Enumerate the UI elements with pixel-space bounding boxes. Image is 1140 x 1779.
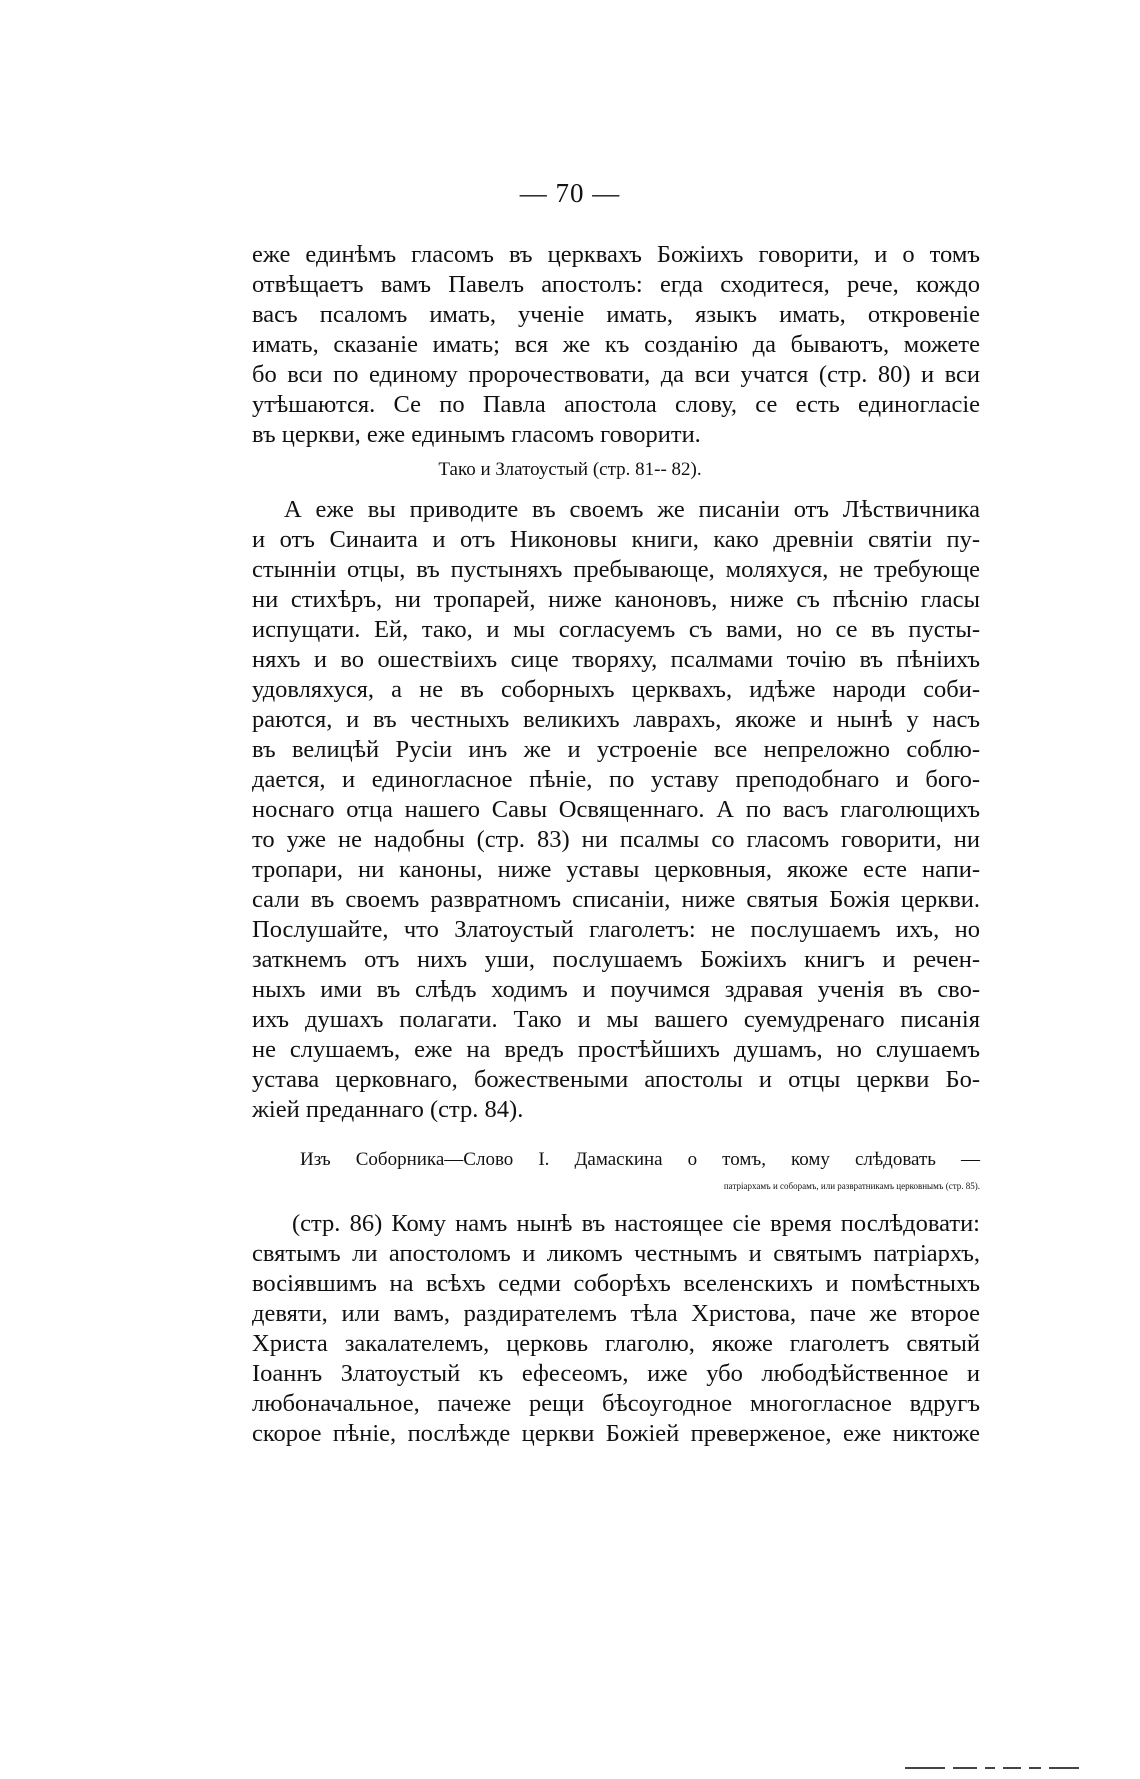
text-line: тропари, ни каноны, ниже уставы церковныя, якоже есте напи-: [252, 856, 980, 883]
text-line: испущати. Ей, тако, и мы согласуемъ съ вами, но се въ пусты-: [252, 616, 980, 643]
text-line: Послушайте, что Златоустый глаголетъ: не послушаемъ ихъ, но: [252, 916, 980, 943]
section-heading-2: [300, 1147, 980, 1199]
page-number: — 70 —: [519, 178, 621, 208]
text-line: отвѣщаетъ вамъ Павелъ апостолъ: егда сходитеся, рече, кождо: [252, 271, 980, 298]
text-line: скорое пѣніе, послѣжде церкви Божіей преверженое, еже никтоже: [252, 1420, 980, 1447]
scan-artifact-marks: [905, 1757, 1135, 1769]
heading-line: патріархамъ и соборамъ, или развратникамъ церковнымъ (стр. 85).: [723, 1181, 980, 1191]
text-line: устава церковнаго, божествеными апостолы и отцы церкви Бо-: [252, 1066, 980, 1093]
text-line: то уже не надобны (стр. 83) ни псалмы со гласомъ говорити, ни: [252, 826, 980, 853]
text-line: бо вси по единому пророчествовати, да вси учатся (стр. 80) и вси: [252, 361, 980, 388]
text-line: любоначальное, пачеже рещи бѣсоугодное многогласное вдругъ: [252, 1390, 980, 1417]
text-line: заткнемъ отъ нихъ уши, послушаемъ Божіихъ книгъ и речен-: [252, 946, 980, 973]
text-line: носнаго отца нашего Савы Освященнаго. А по васъ глаголющихъ: [252, 796, 980, 823]
text-line: ныхъ ими въ слѣдъ ходимъ и поучимся здравая ученія въ сво-: [252, 976, 980, 1003]
text-line: ни стихѣръ, ни тропарей, ниже каноновъ, ниже съ пѣснію гласы: [252, 586, 980, 613]
text-line: въ велицѣй Русіи инъ же и устроеніе все непреложно соблю-: [252, 736, 980, 763]
text-line: ихъ душахъ полагати. Тако и мы вашего суемудренаго писанія: [252, 1006, 980, 1033]
text-line: жіей преданнаго (стр. 84).: [252, 1096, 524, 1123]
text-line: дается, и единогласное пѣніе, по уставу преподобнаго и бого-: [252, 766, 980, 793]
section-heading-1: Тако и Златоустый (стр. 81-- 82).: [438, 459, 702, 480]
text-line: утѣшаются. Се по Павла апостола слову, се есть единогласіе: [252, 391, 980, 418]
text-line: А еже вы приводите въ своемъ же писаніи отъ Лѣствичника: [284, 496, 980, 523]
paragraph-2: [252, 495, 980, 1125]
paragraph-3: [252, 1209, 980, 1449]
text-line: въ церкви, еже единымъ гласомъ говорити.: [252, 421, 701, 448]
text-line: удовляхуся, а не въ соборныхъ церквахъ, идѣже народи соби-: [252, 676, 980, 703]
text-line: и отъ Синаита и отъ Никоновы книги, како древніи святіи пу-: [252, 526, 980, 553]
text-line: девяти, или вамъ, раздирателемъ тѣла Христова, паче же второе: [252, 1300, 980, 1327]
text-line: еже единѣмъ гласомъ въ церквахъ Божіихъ говорити, и о томъ: [252, 241, 980, 268]
text-line: раются, и въ честныхъ великихъ лаврахъ, якоже и нынѣ у насъ: [252, 706, 980, 733]
paragraph-1: [252, 240, 980, 450]
text-line: стынніи отцы, въ пустыняхъ пребывающе, моляхуся, не требующе: [252, 556, 980, 583]
text-line: няхъ и во ошествіихъ сице творяху, псалмами точію въ пѣніихъ: [252, 646, 980, 673]
text-line: восіявшимъ на всѣхъ седми соборѣхъ вселенскихъ и помѣстныхъ: [252, 1270, 980, 1297]
text-line: святымъ ли апостоломъ и ликомъ честнымъ и святымъ патріархъ,: [252, 1240, 980, 1267]
text-line: (стр. 86) Кому намъ нынѣ въ настоящее сіе время послѣдовати:: [292, 1210, 980, 1237]
text-line: не слушаемъ, еже на вредъ простѣйшихъ душамъ, но слушаемъ: [252, 1036, 980, 1063]
text-line: сали въ своемъ развратномъ списаніи, ниже святыя Божія церкви.: [252, 886, 980, 913]
text-line: Іоаннъ Златоустый къ ефесеомъ, иже убо любодѣйственное и: [252, 1360, 980, 1387]
text-line: имать, сказаніе имать; вся же къ созданію да бываютъ, можете: [252, 331, 980, 358]
heading-line: Изъ Соборника—Слово I. Дамаскина о томъ, кому слѣдовать —: [300, 1149, 980, 1170]
text-line: Христа закалателемъ, церковь глаголю, якоже глаголетъ святый: [252, 1330, 980, 1357]
text-line: васъ псаломъ имать, ученіе имать, языкъ имать, откровеніе: [252, 301, 980, 328]
